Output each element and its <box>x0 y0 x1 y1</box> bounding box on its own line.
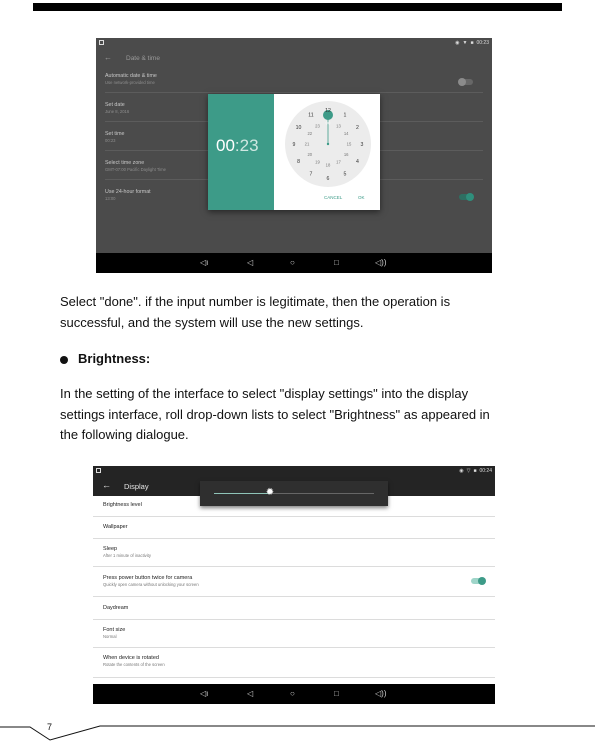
setting-title: Select time zone <box>105 160 145 166</box>
time-colon: : <box>234 136 240 155</box>
hour-value[interactable]: 00 <box>216 136 235 155</box>
clock-center <box>327 143 329 145</box>
ok-button[interactable]: OK <box>358 195 365 200</box>
minute-value[interactable]: 23 <box>239 136 259 155</box>
recents-icon[interactable]: □ <box>334 258 339 267</box>
setting-title: Daydream <box>103 605 129 611</box>
home-icon[interactable]: ○ <box>290 258 295 267</box>
navigation-bar <box>93 684 495 704</box>
clock-face[interactable] <box>284 100 372 188</box>
back-icon[interactable]: ◁ <box>247 689 254 698</box>
app-bar <box>96 48 492 68</box>
setting-power-button-camera[interactable] <box>93 567 495 597</box>
setting-title: Brightness level <box>103 502 142 508</box>
clock-inner-number[interactable]: 21 <box>304 141 310 147</box>
clock-inner-number[interactable]: 18 <box>325 162 331 168</box>
clock-inner-number[interactable]: 20 <box>307 151 313 157</box>
time-header <box>208 94 274 210</box>
setting-summary: 00:23 <box>105 138 116 143</box>
setting-title: Sleep <box>103 546 118 552</box>
power-button-camera-toggle[interactable] <box>471 578 485 584</box>
brightness-thumb-icon[interactable]: ✹ <box>265 487 275 498</box>
setting-summary: Use network-provided time <box>105 80 155 85</box>
page-number: 7 <box>47 722 53 732</box>
setting-title: Wallpaper <box>103 524 128 530</box>
setting-summary: Normal <box>103 634 117 639</box>
navigation-bar <box>96 253 492 273</box>
clock-outer-number[interactable]: 3 <box>360 141 364 148</box>
clock-outer-number[interactable]: 5 <box>343 171 347 178</box>
clock-outer-number[interactable]: 7 <box>309 171 313 178</box>
clock-outer-number[interactable]: 12 <box>325 107 331 114</box>
setting-automatic-date-time[interactable] <box>105 73 483 93</box>
clock-outer-number[interactable]: 9 <box>292 141 296 148</box>
setting-daydream[interactable] <box>93 597 495 620</box>
setting-wallpaper[interactable] <box>93 517 495 539</box>
volume-down-icon[interactable]: ◁ı <box>200 258 209 267</box>
back-arrow-icon[interactable]: ← <box>104 53 112 62</box>
paragraph-done <box>60 292 450 333</box>
screen-icon <box>99 40 104 45</box>
clock-inner-number[interactable]: 19 <box>315 159 320 165</box>
clock-outer-number[interactable]: 8 <box>297 158 301 165</box>
wifi-icon: ▽ <box>466 468 471 474</box>
setting-title: Set date <box>105 102 125 108</box>
clock-outer-number[interactable]: 4 <box>355 158 359 165</box>
paragraph-line: the following dialogue. <box>60 427 189 442</box>
clock-outer-number[interactable]: 2 <box>355 124 359 131</box>
clock-outer-number[interactable]: 6 <box>326 175 330 182</box>
paragraph-line: In the setting of the interface to select "display settings" into the display <box>60 386 469 401</box>
time-picker-dialog <box>208 94 380 210</box>
paragraph-line: successful, and the system will use the new settings. <box>60 314 364 330</box>
setting-title: Use 24-hour format <box>105 189 151 195</box>
selected-time <box>216 136 259 156</box>
brightness-slider-fill <box>214 493 270 494</box>
setting-summary: Quickly open camera without unlocking your screen <box>103 582 199 587</box>
battery-icon: ■ <box>470 40 474 46</box>
recents-icon[interactable]: □ <box>334 689 339 698</box>
page-title: Date & time <box>126 55 160 62</box>
screen-icon <box>96 468 101 473</box>
battery-icon: ■ <box>473 468 477 474</box>
setting-summary: GMT-07:00 Pacific Daylight Time <box>105 167 166 172</box>
status-bar <box>96 38 492 48</box>
automatic-time-toggle[interactable] <box>459 79 473 85</box>
section-heading: Brightness: <box>78 351 151 366</box>
clock-inner-number[interactable]: 16 <box>343 151 349 157</box>
back-icon[interactable]: ◁ <box>247 258 254 267</box>
home-icon[interactable]: ○ <box>290 689 295 698</box>
clock-outer-number[interactable]: 1 <box>343 112 347 119</box>
paragraph-line: Select "done". if the input number is legitimate, then the operation is <box>60 294 451 309</box>
display-settings-screenshot <box>93 466 495 704</box>
setting-sleep[interactable] <box>93 539 495 567</box>
clock-inner-number[interactable]: 15 <box>346 141 352 147</box>
setting-title: Press power button twice for camera <box>103 575 193 581</box>
setting-summary: June 8, 2016 <box>105 109 130 114</box>
bullet-icon <box>60 356 68 364</box>
setting-title: When device is rotated <box>103 655 159 661</box>
volume-down-icon[interactable]: ◁ı <box>200 689 209 698</box>
cancel-button[interactable]: CANCEL <box>324 195 343 200</box>
footer-rule <box>0 705 595 742</box>
brightness-popup <box>200 481 388 506</box>
page-title: Display <box>124 482 149 491</box>
paragraph-line: settings interface, roll drop-down lists to select "Brightness" as appeared in <box>60 406 490 422</box>
clock-outer-number[interactable]: 11 <box>308 112 314 119</box>
clock-inner-number[interactable]: 17 <box>336 159 341 165</box>
setting-summary: 13:00 <box>105 196 116 201</box>
clock-inner-number[interactable]: 00 <box>325 120 331 126</box>
status-time: 00:23 <box>476 40 489 46</box>
status-time: 00:24 <box>479 468 492 474</box>
clock-outer-number[interactable]: 10 <box>295 124 302 131</box>
header-rule <box>33 3 562 11</box>
wifi-icon: ▼ <box>462 40 468 46</box>
clock-inner-number[interactable]: 13 <box>336 123 341 129</box>
setting-font-size[interactable] <box>93 620 495 648</box>
volume-up-icon[interactable]: ◁)) <box>375 689 387 698</box>
setting-summary: After 1 minute of inactivity <box>103 553 151 558</box>
clock-inner-number[interactable]: 22 <box>307 130 313 136</box>
paragraph-brightness <box>60 384 490 446</box>
setting-summary: Rotate the contents of the screen <box>103 662 165 667</box>
volume-up-icon[interactable]: ◁)) <box>375 258 387 267</box>
setting-title: Automatic date & time <box>105 73 157 79</box>
status-bar <box>93 466 495 476</box>
clock-inner-number[interactable]: 23 <box>315 123 320 129</box>
date-time-screenshot <box>96 38 492 273</box>
alarm-icon: ◉ <box>455 40 460 46</box>
setting-title: Set time <box>105 131 125 137</box>
alarm-icon: ◉ <box>459 468 464 474</box>
setting-title: Font size <box>103 627 126 633</box>
setting-device-rotated[interactable] <box>93 648 495 678</box>
clock-inner-number[interactable]: 14 <box>343 130 349 136</box>
24-hour-toggle[interactable] <box>459 194 473 200</box>
back-arrow-icon[interactable]: ← <box>102 480 111 490</box>
